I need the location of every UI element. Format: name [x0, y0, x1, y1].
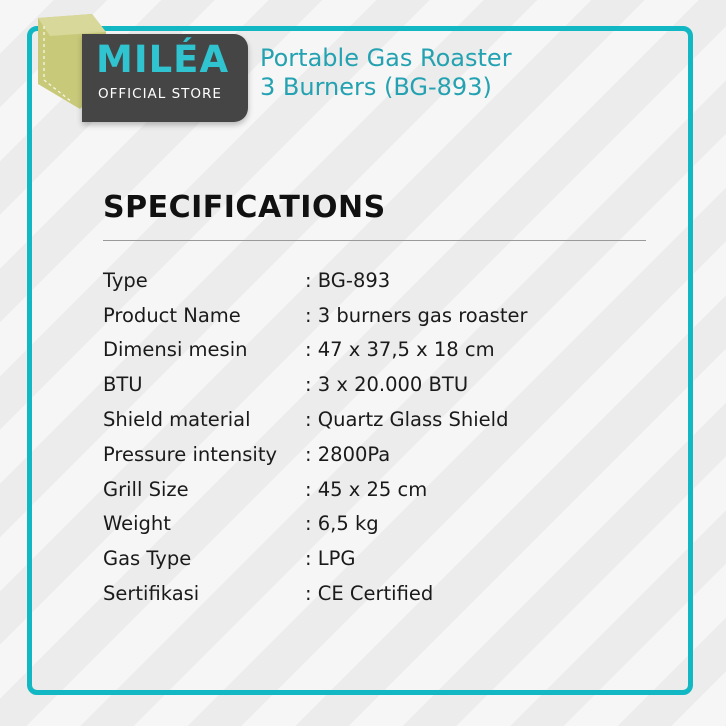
- spec-label: Gas Type: [103, 547, 192, 571]
- spec-label: BTU: [103, 373, 143, 397]
- brand-logo: MILÉA: [96, 38, 230, 81]
- divider: [103, 240, 646, 241]
- spec-value: : 2800Pa: [305, 442, 391, 466]
- spec-label: Weight: [103, 512, 171, 536]
- spec-label: Shield material: [103, 408, 251, 432]
- store-label: OFFICIAL STORE: [98, 86, 222, 102]
- product-title-line2: 3 Burners (BG-893): [260, 73, 492, 101]
- spec-row: [103, 298, 663, 333]
- spec-row: [103, 541, 663, 576]
- spec-table: [103, 263, 663, 611]
- spec-value: : Quartz Glass Shield: [305, 408, 509, 432]
- spec-value: : LPG: [305, 547, 356, 571]
- spec-label: Type: [103, 268, 148, 292]
- spec-label: Pressure intensity: [103, 442, 278, 466]
- spec-value: : 47 x 37,5 x 18 cm: [305, 338, 495, 362]
- spec-value: : CE Certified: [305, 582, 434, 606]
- spec-value: : 45 x 25 cm: [305, 477, 428, 501]
- spec-value: : 3 x 20.000 BTU: [305, 373, 469, 397]
- spec-row: [103, 402, 663, 437]
- spec-value: : BG-893: [305, 268, 391, 292]
- spec-label: Product Name: [103, 303, 241, 327]
- spec-row: [103, 507, 663, 542]
- product-title-line1: Portable Gas Roaster: [260, 44, 512, 72]
- spec-value: : 3 burners gas roaster: [305, 303, 528, 327]
- spec-row: [103, 472, 663, 507]
- spec-row: [103, 437, 663, 472]
- spec-row: [103, 367, 663, 402]
- specifications-heading: SPECIFICATIONS: [103, 190, 386, 225]
- spec-row: [103, 333, 663, 368]
- spec-row: [103, 576, 663, 611]
- spec-value: : 6,5 kg: [305, 512, 379, 536]
- spec-label: Sertifikasi: [103, 582, 200, 606]
- spec-label: Dimensi mesin: [103, 338, 248, 362]
- spec-label: Grill Size: [103, 477, 189, 501]
- product-title: [260, 44, 512, 102]
- spec-row: [103, 263, 663, 298]
